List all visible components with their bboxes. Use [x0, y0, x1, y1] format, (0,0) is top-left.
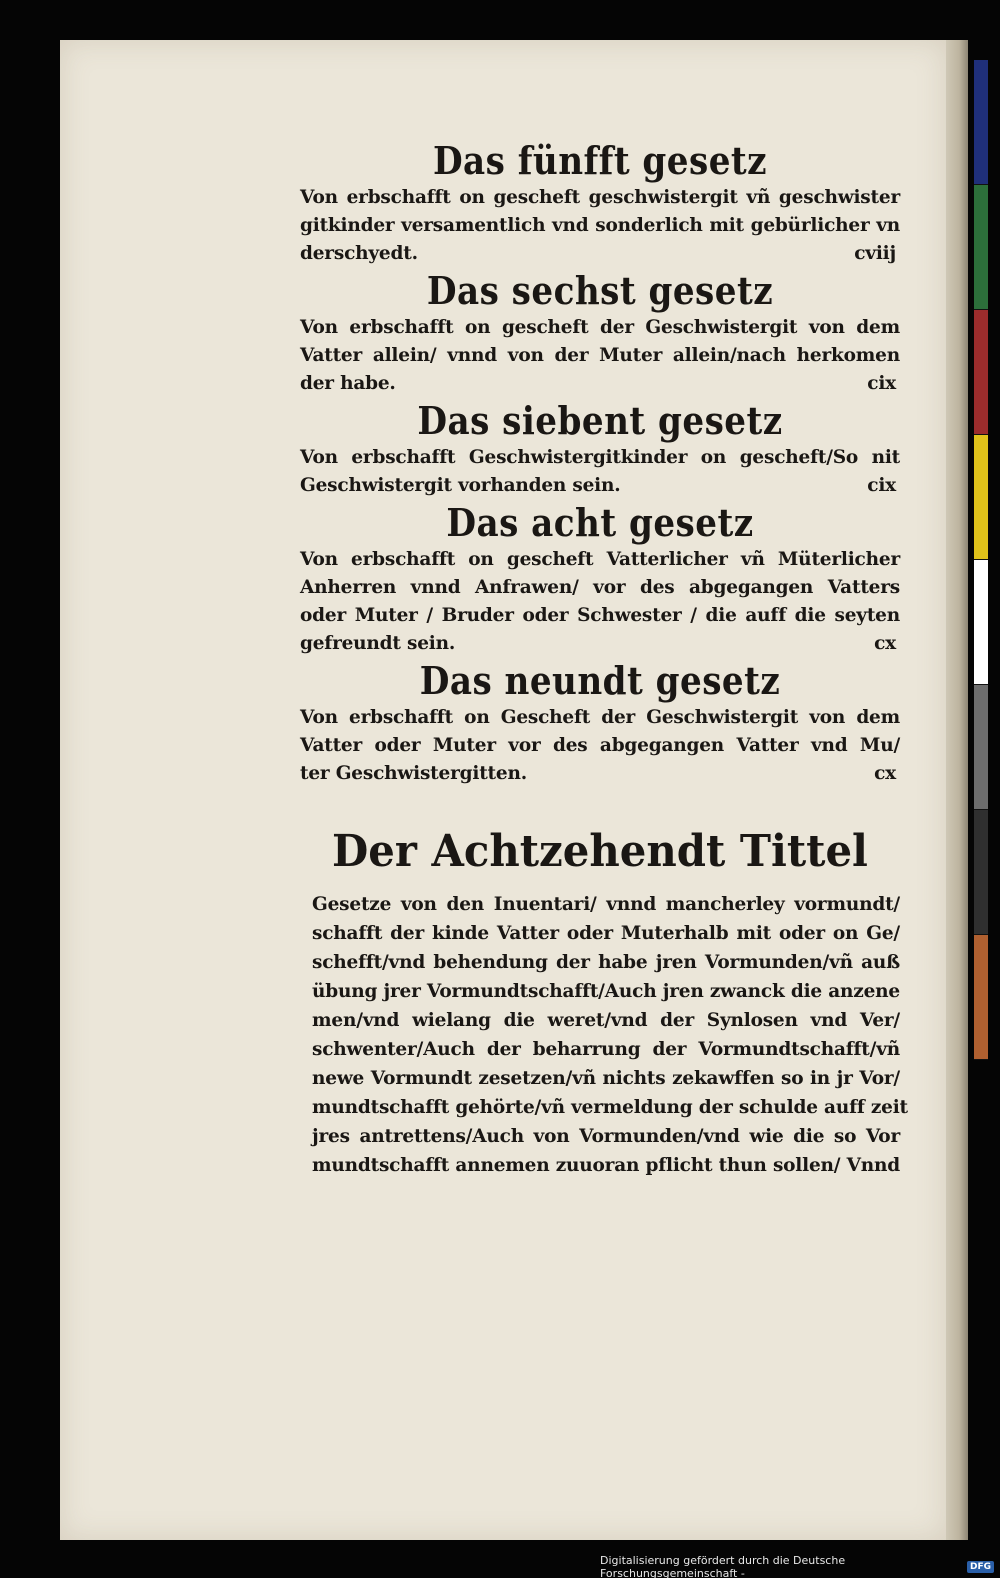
paragraph-line: jres antrettens/Auch von Vormunden/vnd wie die so Vor — [312, 1126, 900, 1147]
color-calibration-bar — [974, 60, 988, 1060]
color-swatch — [974, 60, 988, 185]
folio-number: cix — [867, 475, 896, 496]
section-heading: Das fünfft gesetz — [432, 138, 768, 183]
paragraph-line: mundtschafft gehörte/vñ vermeldung der schulde auff zeit — [312, 1097, 908, 1118]
entry-line: Von erbschafft on Gescheft der Geschwistergit von dem — [300, 707, 900, 728]
entry-line: gitkinder versamentlich vnd sonderlich mit gebürlicher vn — [300, 215, 900, 236]
paragraph-line: Gesetze von den Inuentari/ vnnd mancherley vormundt/ — [312, 894, 900, 915]
color-swatch — [974, 560, 988, 685]
entry-line: oder Muter / Bruder oder Schwester / die auff die seyten — [300, 605, 900, 626]
entry-line-text: der habe. — [300, 373, 396, 394]
entry-line: Von erbschafft on gescheft geschwistergit vñ geschwister — [300, 187, 900, 208]
entry-last-line — [300, 472, 900, 500]
page-edge — [946, 40, 968, 1540]
section-heading: Das sechst gesetz — [426, 268, 774, 313]
paragraph-line: mundtschafft annemen zuuoran pflicht thun sollen/ Vnnd — [312, 1155, 900, 1176]
entry-last-line — [300, 370, 900, 398]
credit-text: Digitalisierung gefördert durch die Deutsche Forschungsgemeinschaft - — [600, 1554, 846, 1578]
paragraph-line: schwenter/Auch der beharrung der Vormundtschafft/vñ — [312, 1039, 900, 1060]
section-heading: Das neundt gesetz — [419, 658, 781, 703]
color-swatch — [974, 185, 988, 310]
entry-line: Vatter oder Muter vor des abgegangen Vatter vnd Mu/ — [300, 735, 900, 756]
entry-line: Anherren vnnd Anfrawen/ vor des abgegangen Vatters — [300, 577, 900, 598]
color-swatch — [974, 810, 988, 935]
entry-last-line — [300, 240, 900, 268]
section-heading: Das acht gesetz — [446, 500, 754, 545]
entry-line-text: ter Geschwistergitten. — [300, 763, 527, 784]
entry-line: Vatter allein/ vnnd von der Muter allein/nach herkomen — [300, 345, 900, 366]
folio-number: cx — [874, 763, 896, 784]
entry-line: Von erbschafft Geschwistergitkinder on gescheft/So nit — [300, 447, 900, 468]
folio-number: cix — [867, 373, 896, 394]
color-swatch — [974, 435, 988, 560]
paragraph-line: übung jrer Vormundtschafft/Auch jren zwanck die anzene — [312, 981, 900, 1002]
entry-line: Von erbschafft on gescheft Vatterlicher vñ Müterlicher — [300, 549, 900, 570]
entry-line-text: gefreundt sein. — [300, 633, 456, 654]
folio-number: cx — [874, 633, 896, 654]
color-swatch — [974, 685, 988, 810]
section-neundt — [300, 658, 900, 788]
dfg-logo: DFG — [967, 1561, 994, 1573]
section-fuenfft — [300, 138, 900, 268]
entry-line: Von erbschafft on gescheft der Geschwistergit von dem — [300, 317, 900, 338]
paragraph-line: newe Vormundt zesetzen/vñ nichts zekawffen so in jr Vor/ — [312, 1068, 900, 1089]
entry-last-line — [300, 760, 900, 788]
color-swatch — [974, 310, 988, 435]
section-sechst — [300, 268, 900, 398]
entry-last-line — [300, 630, 900, 658]
chapter-summary — [312, 890, 908, 1180]
paragraph-line: schafft der kinde Vatter oder Muterhalb mit oder on Ge/ — [312, 923, 900, 944]
entry-line-text: Geschwistergit vorhanden sein. — [300, 475, 621, 496]
section-heading: Das siebent gesetz — [417, 398, 783, 443]
section-acht — [300, 500, 900, 658]
digitization-credit — [600, 1556, 1000, 1578]
table-of-contents — [300, 138, 900, 788]
chapter-title: Der Achtzehendt Tittel — [332, 826, 868, 877]
paragraph-line: schefft/vnd behendung der habe jren Vormunden/vñ auß — [312, 952, 900, 973]
folio-number: cviij — [854, 243, 896, 264]
paragraph-line: men/vnd wielang die weret/vnd der Synlosen vnd Ver/ — [312, 1010, 900, 1031]
entry-line-text: derschyedt. — [300, 243, 418, 264]
color-swatch — [974, 935, 988, 1060]
section-siebent — [300, 398, 900, 500]
